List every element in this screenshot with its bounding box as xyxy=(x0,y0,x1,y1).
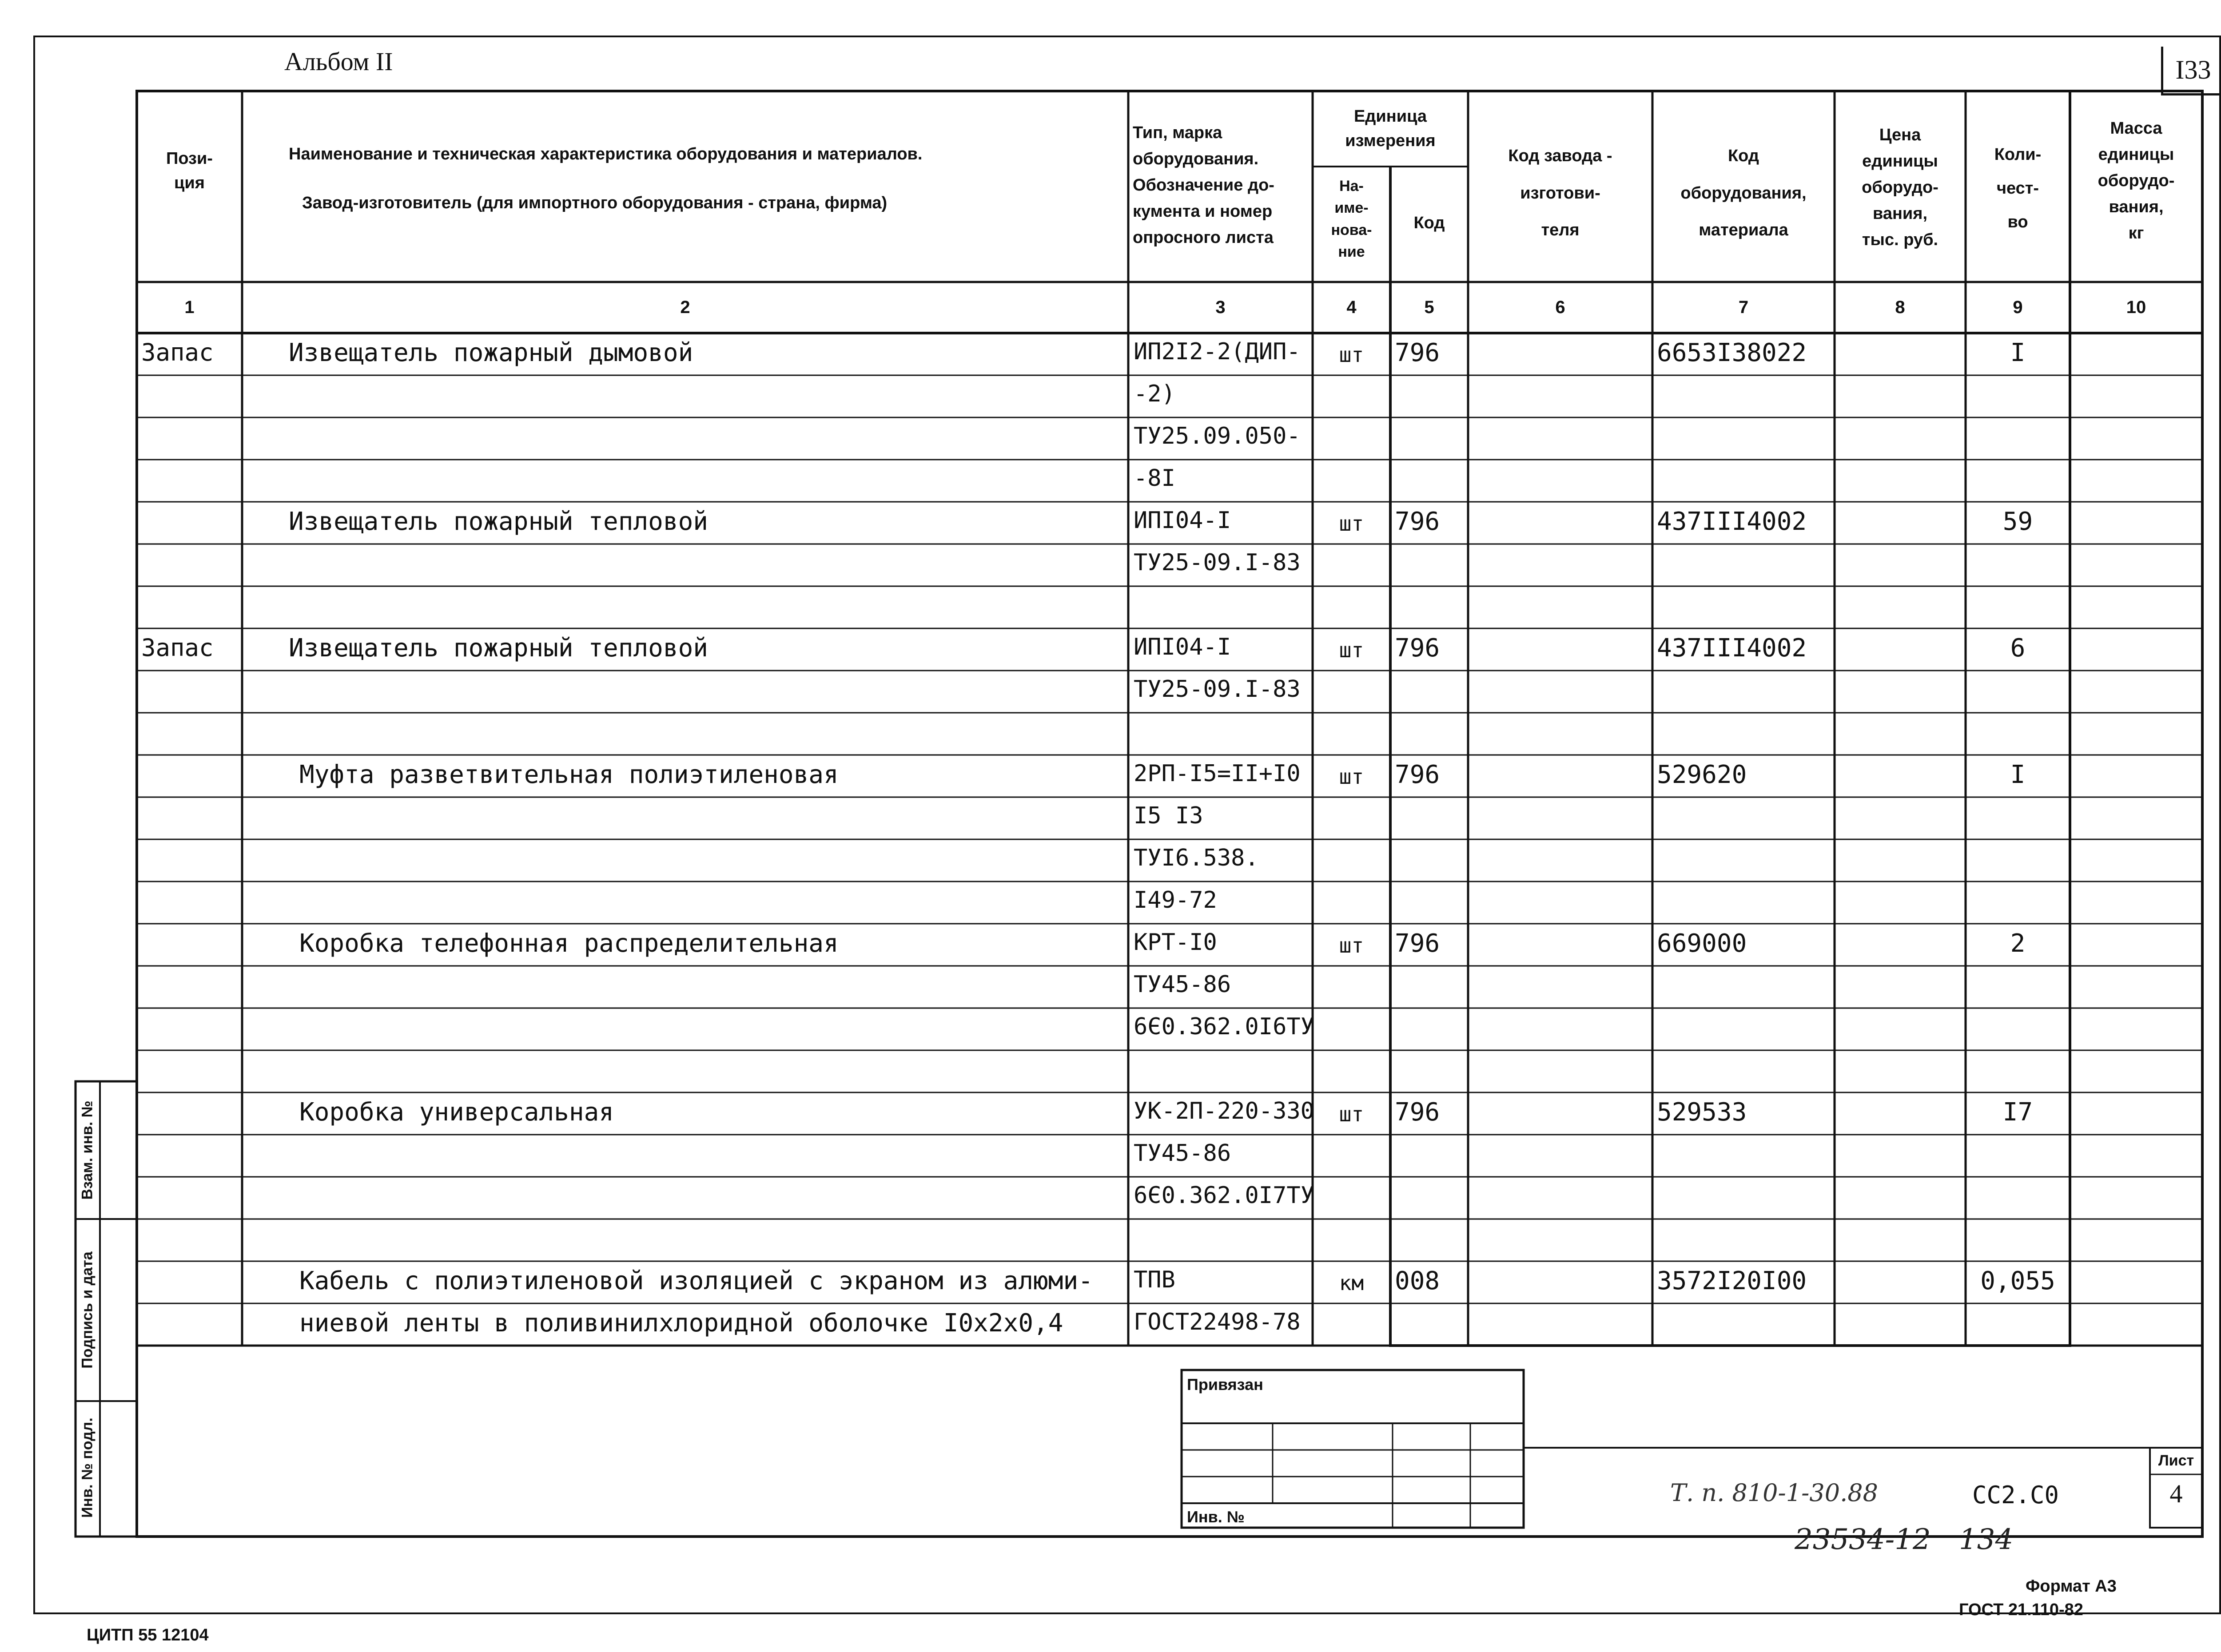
cell-equipment-code: 437III4002 xyxy=(1657,507,1807,536)
cell-unit: шт xyxy=(1339,638,1364,662)
stamp-doc-handwritten: Т. п. 810-1-30.88 xyxy=(1670,1479,1878,1507)
header-unit: Единица измерения xyxy=(1345,107,1436,151)
cell-name: Извещатель пожарный тепловой xyxy=(289,507,708,536)
stamp-list-label: Лист xyxy=(2158,1452,2194,1469)
cell-name: ниевой ленты в поливинилхлоридной оболочке I0х2х0,4 xyxy=(299,1309,1063,1338)
cell-unit-code: 796 xyxy=(1395,634,1440,663)
cell-type: ИПI04-I xyxy=(1134,507,1231,534)
colnum-6: 6 xyxy=(1555,298,1565,317)
stamp-handwritten-page: 134 xyxy=(1959,1523,2014,1556)
cell-unit: шт xyxy=(1339,933,1364,957)
colnum-7: 7 xyxy=(1738,298,1749,317)
cell-quantity: 59 xyxy=(2002,507,2033,536)
cell-type: ТУ25.09.050- xyxy=(1134,423,1301,449)
stamp-inv-no: Инв. № xyxy=(1187,1508,1245,1526)
cell-unit: км xyxy=(1339,1271,1364,1295)
header-unit-name: На- име- нова- ние xyxy=(1331,178,1372,260)
cell-unit-code: 796 xyxy=(1395,929,1440,958)
cell-name: Извещатель пожарный тепловой xyxy=(289,634,708,663)
colnum-10: 10 xyxy=(2126,298,2146,317)
cell-unit-code: 796 xyxy=(1395,1098,1440,1127)
header-position: Пози- ция xyxy=(166,149,213,193)
cell-unit-code: 008 xyxy=(1395,1267,1440,1295)
cell-position: Запас xyxy=(141,634,214,662)
cell-type: -8I xyxy=(1134,465,1175,492)
stamp-privyazan: Привязан xyxy=(1187,1375,1263,1394)
cell-unit: шт xyxy=(1339,1102,1364,1126)
cell-equipment-code: 669000 xyxy=(1657,929,1747,958)
cell-type: ТУ45-86 xyxy=(1134,971,1231,998)
cell-name: Муфта разветвительная полиэтиленовая xyxy=(299,760,839,789)
cell-equipment-code: 529620 xyxy=(1657,760,1747,789)
footer-gost: ГОСТ 21.110-82 xyxy=(1959,1600,2083,1619)
stamp-list-value: 4 xyxy=(2169,1479,2183,1508)
cell-position: Запас xyxy=(141,338,214,366)
cell-unit: шт xyxy=(1339,512,1364,536)
header-type: Тип, марка оборудования. Обозначение до- кумента и номер опросного листа xyxy=(1133,123,1274,247)
header-price: Цена единицы оборудо- вания, тыс. руб. xyxy=(1862,126,1938,249)
stamp-doc-code: СС2.С0 xyxy=(1972,1481,2059,1509)
cell-type: КРТ-I0 xyxy=(1134,929,1217,956)
page-number: I33 xyxy=(2175,55,2211,84)
stamp-handwritten-number: 23534-12 xyxy=(1795,1523,1931,1556)
header-name-line2: Завод-изготовитель (для импортного оборудования - страна, фирма) xyxy=(302,194,888,212)
cell-quantity: 2 xyxy=(2010,929,2026,958)
cell-type: ТУ45-86 xyxy=(1134,1140,1231,1167)
cell-unit: шт xyxy=(1339,343,1364,367)
cell-type: I5 I3 xyxy=(1134,802,1203,829)
cell-type: ИП2I2-2(ДИП- xyxy=(1134,338,1301,365)
cell-type: ТУI6.538. xyxy=(1134,845,1259,871)
header-mass: Масса единицы оборудо- вания, кг xyxy=(2098,119,2175,242)
cell-type: ТУ25-09.I-83 xyxy=(1134,676,1301,703)
cell-type: 6Є0.362.0I7ТУ xyxy=(1134,1182,1314,1209)
header-factory-code: Код завода - изготови- теля xyxy=(1508,147,1612,240)
cell-unit-code: 796 xyxy=(1395,338,1440,367)
cell-type: ИПI04-I xyxy=(1134,634,1231,660)
colnum-1: 1 xyxy=(184,298,195,317)
cell-quantity: I7 xyxy=(2002,1098,2033,1127)
cell-equipment-code: 437III4002 xyxy=(1657,634,1807,663)
cell-quantity: 0,055 xyxy=(1980,1267,2055,1295)
cell-name: Коробка телефонная распределительная xyxy=(299,929,839,958)
cell-quantity: I xyxy=(2010,338,2026,367)
colnum-5: 5 xyxy=(1424,298,1434,317)
cell-type: I49-72 xyxy=(1134,887,1217,913)
colnum-9: 9 xyxy=(2013,298,2023,317)
cell-type: 2РП-I5=II+I0 xyxy=(1134,760,1301,787)
side-label-vzam: Взам. инв. № xyxy=(79,1100,96,1200)
cell-type: УК-2П-220-330 xyxy=(1134,1098,1314,1124)
footer-format: Формат А3 xyxy=(2026,1577,2117,1596)
colnum-8: 8 xyxy=(1895,298,1905,317)
cell-quantity: 6 xyxy=(2010,634,2026,663)
side-label-podpis: Подпись и дата xyxy=(79,1251,96,1369)
cell-unit: шт xyxy=(1339,765,1364,789)
cell-equipment-code: 529533 xyxy=(1657,1098,1747,1127)
footer-citp: ЦИТП 55 12104 xyxy=(87,1626,209,1644)
cell-name: Кабель с полиэтиленовой изоляцией с экраном из алюми- xyxy=(299,1267,1093,1295)
cell-unit-code: 796 xyxy=(1395,760,1440,789)
header-equipment-code: Код оборудования, материала xyxy=(1680,147,1807,240)
header-unit-code: Код xyxy=(1413,214,1445,232)
cell-name: Извещатель пожарный дымовой xyxy=(289,338,693,367)
colnum-3: 3 xyxy=(1215,298,1226,317)
cell-equipment-code: 3572I20I00 xyxy=(1657,1267,1807,1295)
side-label-inv-podl: Инв. № подл. xyxy=(79,1418,96,1518)
header-quantity: Коли- чест- во xyxy=(1994,145,2042,231)
cell-type: -2) xyxy=(1134,381,1175,407)
cell-unit-code: 796 xyxy=(1395,507,1440,536)
cell-quantity: I xyxy=(2010,760,2026,789)
album-title: Альбом II xyxy=(284,47,393,76)
cell-name: Коробка универсальная xyxy=(299,1098,614,1127)
cell-type: 6Є0.362.0I6ТУ xyxy=(1134,1013,1314,1040)
cell-type: ТПВ xyxy=(1134,1267,1175,1293)
header-name-line1: Наименование и техническая характеристика оборудования и материалов. xyxy=(289,145,923,163)
cell-type: ГОСТ22498-78 xyxy=(1134,1309,1301,1335)
cell-equipment-code: 6653I38022 xyxy=(1657,338,1807,367)
colnum-2: 2 xyxy=(680,298,690,317)
cell-type: ТУ25-09.I-83 xyxy=(1134,549,1301,576)
colnum-4: 4 xyxy=(1346,298,1357,317)
